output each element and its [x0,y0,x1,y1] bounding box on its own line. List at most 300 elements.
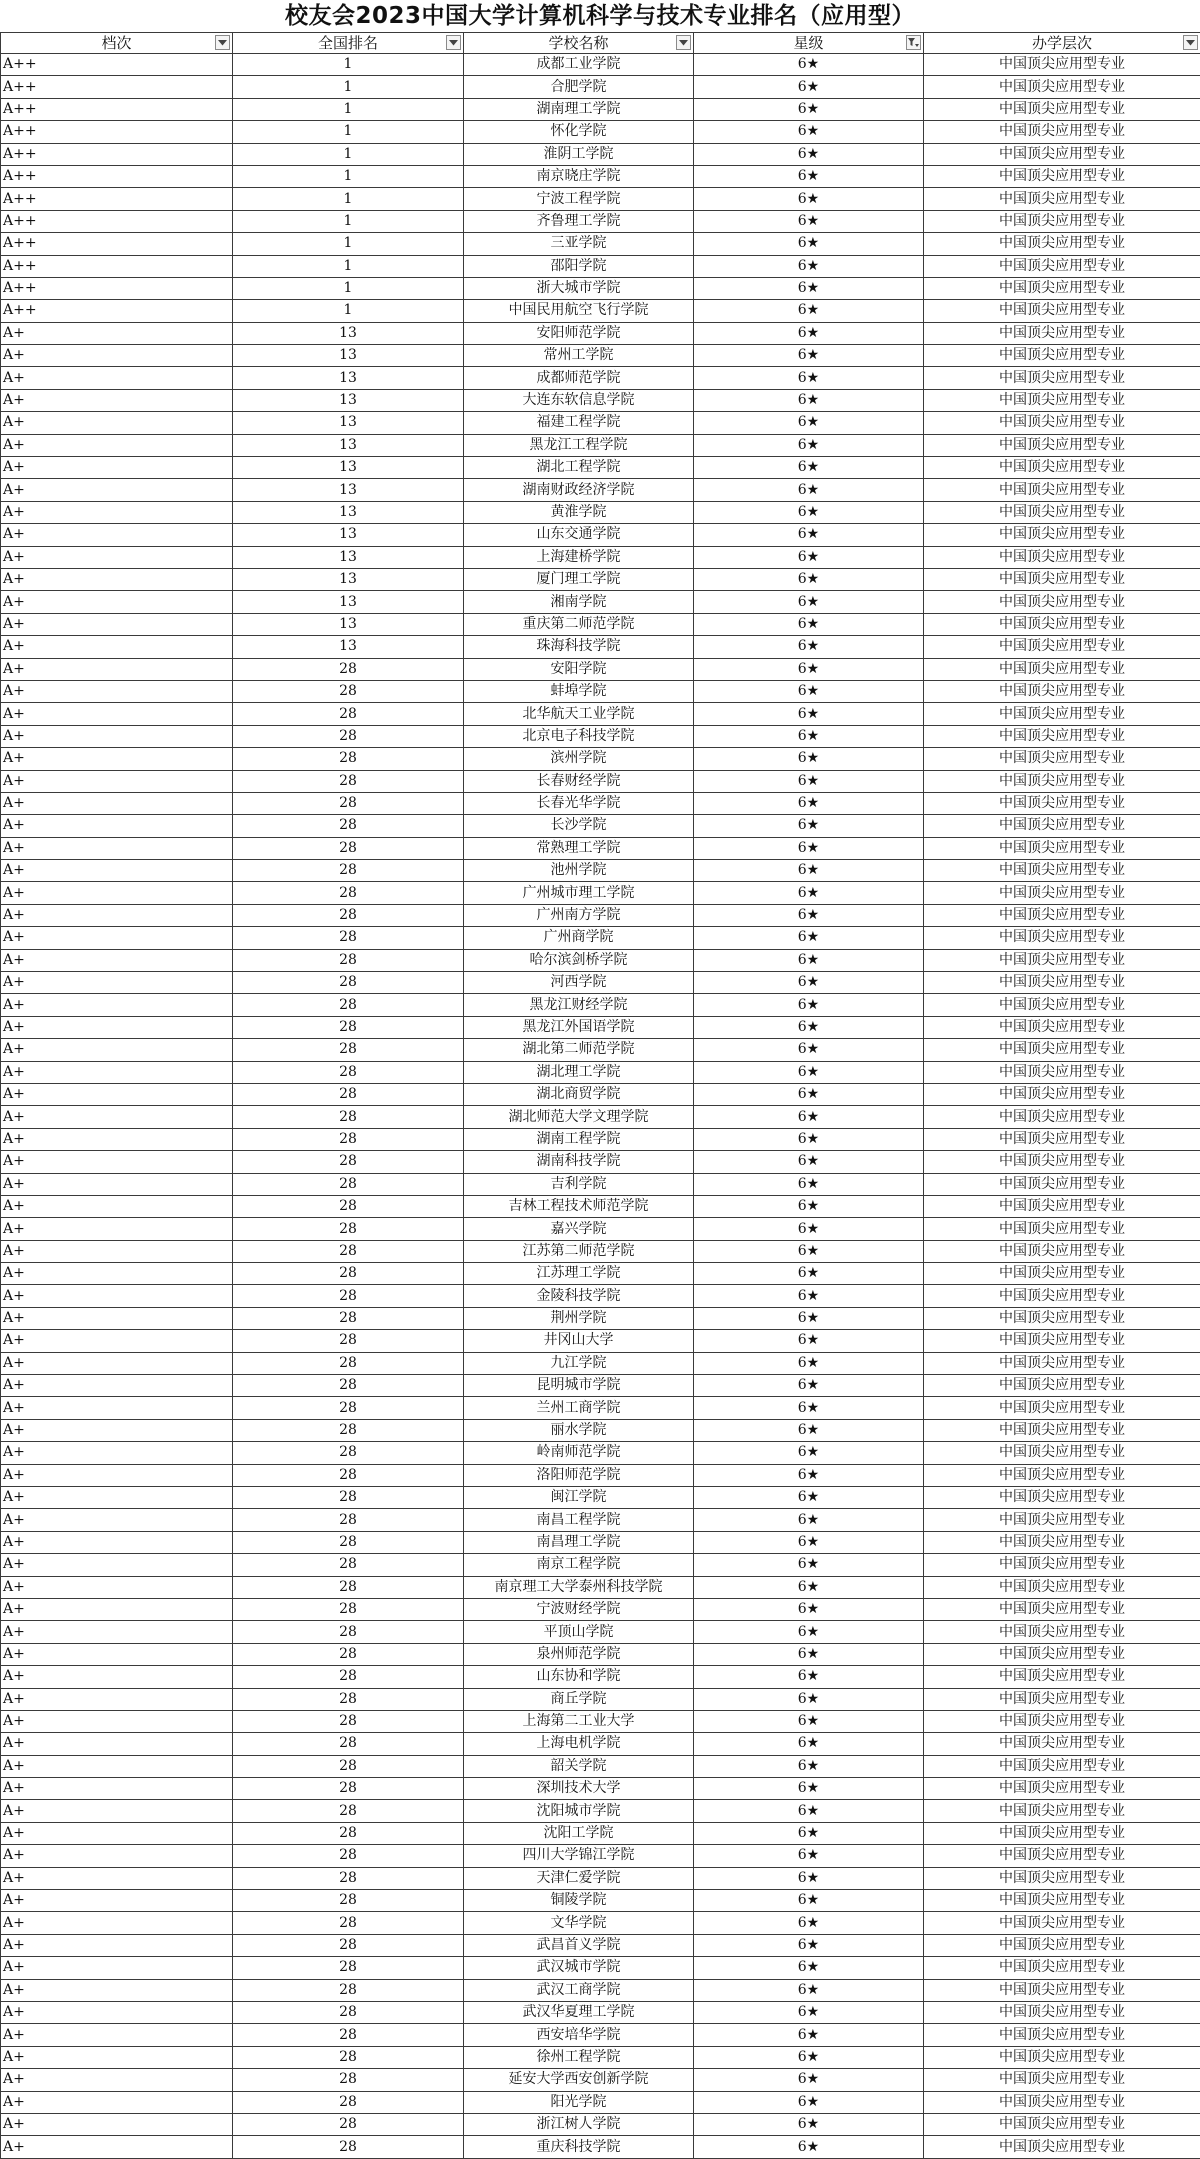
school-name-cell[interactable]: 常熟理工学院 [464,837,694,859]
national-rank-cell[interactable]: 28 [233,1487,464,1509]
school-level-cell[interactable]: 中国顶尖应用型专业 [924,233,1200,255]
tier-cell[interactable]: A+ [1,1016,233,1038]
school-name-cell[interactable]: 南京晓庄学院 [464,165,694,187]
national-rank-cell[interactable]: 28 [233,1195,464,1217]
star-level-cell[interactable]: 6★ [694,2113,924,2135]
school-level-cell[interactable]: 中国顶尖应用型专业 [924,815,1200,837]
star-level-cell[interactable]: 6★ [694,972,924,994]
national-rank-cell[interactable]: 28 [233,1845,464,1867]
school-name-cell[interactable]: 大连东软信息学院 [464,389,694,411]
tier-cell[interactable]: A+ [1,882,233,904]
national-rank-cell[interactable]: 28 [233,994,464,1016]
school-name-cell[interactable]: 滨州学院 [464,748,694,770]
national-rank-cell[interactable]: 13 [233,524,464,546]
school-name-cell[interactable]: 沈阳工学院 [464,1822,694,1844]
school-level-cell[interactable]: 中国顶尖应用型专业 [924,1330,1200,1352]
national-rank-cell[interactable]: 28 [233,2024,464,2046]
school-name-cell[interactable]: 宁波财经学院 [464,1598,694,1620]
school-name-cell[interactable]: 厦门理工学院 [464,568,694,590]
dropdown-arrow-icon[interactable] [1183,35,1198,50]
star-level-cell[interactable]: 6★ [694,1778,924,1800]
school-level-cell[interactable]: 中国顶尖应用型专业 [924,949,1200,971]
national-rank-cell[interactable]: 28 [233,1464,464,1486]
star-level-cell[interactable]: 6★ [694,1263,924,1285]
school-name-cell[interactable]: 兰州工商学院 [464,1397,694,1419]
school-level-cell[interactable]: 中国顶尖应用型专业 [924,1643,1200,1665]
national-rank-cell[interactable]: 13 [233,457,464,479]
tier-cell[interactable]: A+ [1,591,233,613]
tier-cell[interactable]: A+ [1,1263,233,1285]
national-rank-cell[interactable]: 28 [233,2046,464,2068]
tier-cell[interactable]: A+ [1,1487,233,1509]
school-name-cell[interactable]: 广州商学院 [464,927,694,949]
star-level-cell[interactable]: 6★ [694,165,924,187]
tier-cell[interactable]: A+ [1,1643,233,1665]
school-name-cell[interactable]: 徐州工程学院 [464,2046,694,2068]
school-level-cell[interactable]: 中国顶尖应用型专业 [924,1576,1200,1598]
star-level-cell[interactable]: 6★ [694,1733,924,1755]
star-level-cell[interactable]: 6★ [694,143,924,165]
national-rank-cell[interactable]: 1 [233,54,464,76]
tier-cell[interactable]: A+ [1,345,233,367]
school-level-cell[interactable]: 中国顶尖应用型专业 [924,1710,1200,1732]
school-level-cell[interactable]: 中国顶尖应用型专业 [924,501,1200,523]
school-name-cell[interactable]: 洛阳师范学院 [464,1464,694,1486]
school-level-cell[interactable]: 中国顶尖应用型专业 [924,457,1200,479]
tier-cell[interactable]: A+ [1,1061,233,1083]
star-level-cell[interactable]: 6★ [694,1666,924,1688]
star-level-cell[interactable]: 6★ [694,1039,924,1061]
school-name-cell[interactable]: 浙大城市学院 [464,277,694,299]
school-level-cell[interactable]: 中国顶尖应用型专业 [924,1442,1200,1464]
star-level-cell[interactable]: 6★ [694,1375,924,1397]
tier-cell[interactable]: A+ [1,904,233,926]
national-rank-cell[interactable]: 28 [233,1733,464,1755]
tier-cell[interactable]: A+ [1,1442,233,1464]
tier-cell[interactable]: A+ [1,748,233,770]
tier-cell[interactable]: A++ [1,98,233,120]
school-level-cell[interactable]: 中国顶尖应用型专业 [924,904,1200,926]
school-level-cell[interactable]: 中国顶尖应用型专业 [924,703,1200,725]
school-level-cell[interactable]: 中国顶尖应用型专业 [924,1867,1200,1889]
school-name-cell[interactable]: 长春财经学院 [464,770,694,792]
school-name-cell[interactable]: 南京工程学院 [464,1554,694,1576]
star-level-cell[interactable]: 6★ [694,412,924,434]
star-level-cell[interactable]: 6★ [694,2136,924,2158]
school-level-cell[interactable]: 中国顶尖应用型专业 [924,1173,1200,1195]
national-rank-cell[interactable]: 28 [233,1509,464,1531]
tier-cell[interactable]: A+ [1,1598,233,1620]
school-level-cell[interactable]: 中国顶尖应用型专业 [924,1598,1200,1620]
tier-cell[interactable]: A+ [1,2046,233,2068]
tier-cell[interactable]: A++ [1,210,233,232]
star-level-cell[interactable]: 6★ [694,1083,924,1105]
star-level-cell[interactable]: 6★ [694,1554,924,1576]
tier-cell[interactable]: A+ [1,389,233,411]
national-rank-cell[interactable]: 28 [233,1822,464,1844]
star-level-cell[interactable]: 6★ [694,2069,924,2091]
national-rank-cell[interactable]: 28 [233,1576,464,1598]
school-name-cell[interactable]: 北华航天工业学院 [464,703,694,725]
school-name-cell[interactable]: 铜陵学院 [464,1890,694,1912]
star-level-cell[interactable]: 6★ [694,255,924,277]
school-name-cell[interactable]: 丽水学院 [464,1419,694,1441]
school-name-cell[interactable]: 山东交通学院 [464,524,694,546]
national-rank-cell[interactable]: 28 [233,2069,464,2091]
school-name-cell[interactable]: 珠海科技学院 [464,636,694,658]
tier-cell[interactable]: A+ [1,2069,233,2091]
school-level-cell[interactable]: 中国顶尖应用型专业 [924,2001,1200,2023]
national-rank-cell[interactable]: 28 [233,1531,464,1553]
national-rank-cell[interactable]: 28 [233,1151,464,1173]
school-level-cell[interactable]: 中国顶尖应用型专业 [924,680,1200,702]
tier-cell[interactable]: A+ [1,1083,233,1105]
star-level-cell[interactable]: 6★ [694,725,924,747]
tier-cell[interactable]: A+ [1,1151,233,1173]
school-level-cell[interactable]: 中国顶尖应用型专业 [924,1128,1200,1150]
tier-cell[interactable]: A+ [1,1890,233,1912]
school-name-cell[interactable]: 中国民用航空飞行学院 [464,300,694,322]
tier-cell[interactable]: A+ [1,1375,233,1397]
star-level-cell[interactable]: 6★ [694,1285,924,1307]
tier-cell[interactable]: A+ [1,860,233,882]
tier-cell[interactable]: A+ [1,949,233,971]
school-level-cell[interactable]: 中国顶尖应用型专业 [924,1957,1200,1979]
school-level-cell[interactable]: 中国顶尖应用型专业 [924,412,1200,434]
national-rank-cell[interactable]: 28 [233,1710,464,1732]
tier-cell[interactable]: A+ [1,457,233,479]
school-name-cell[interactable]: 南昌工程学院 [464,1509,694,1531]
school-level-cell[interactable]: 中国顶尖应用型专业 [924,860,1200,882]
school-name-cell[interactable]: 平顶山学院 [464,1621,694,1643]
tier-cell[interactable]: A+ [1,1554,233,1576]
school-level-cell[interactable]: 中国顶尖应用型专业 [924,2024,1200,2046]
tier-cell[interactable]: A+ [1,568,233,590]
tier-cell[interactable]: A+ [1,1755,233,1777]
star-level-cell[interactable]: 6★ [694,949,924,971]
national-rank-cell[interactable]: 28 [233,1218,464,1240]
school-name-cell[interactable]: 荆州学院 [464,1307,694,1329]
school-level-cell[interactable]: 中国顶尖应用型专业 [924,345,1200,367]
school-name-cell[interactable]: 江苏理工学院 [464,1263,694,1285]
school-name-cell[interactable]: 重庆科技学院 [464,2136,694,2158]
national-rank-cell[interactable]: 1 [233,300,464,322]
star-level-cell[interactable]: 6★ [694,1531,924,1553]
school-level-cell[interactable]: 中国顶尖应用型专业 [924,1845,1200,1867]
school-name-cell[interactable]: 黄淮学院 [464,501,694,523]
school-name-cell[interactable]: 浙江树人学院 [464,2113,694,2135]
school-name-cell[interactable]: 天津仁爱学院 [464,1867,694,1889]
national-rank-cell[interactable]: 28 [233,658,464,680]
school-level-cell[interactable]: 中国顶尖应用型专业 [924,748,1200,770]
school-level-cell[interactable]: 中国顶尖应用型专业 [924,1755,1200,1777]
school-level-cell[interactable]: 中国顶尖应用型专业 [924,1890,1200,1912]
star-level-cell[interactable]: 6★ [694,2046,924,2068]
star-level-cell[interactable]: 6★ [694,1912,924,1934]
national-rank-cell[interactable]: 13 [233,568,464,590]
national-rank-cell[interactable]: 28 [233,1061,464,1083]
star-level-cell[interactable]: 6★ [694,54,924,76]
tier-cell[interactable]: A++ [1,121,233,143]
star-level-cell[interactable]: 6★ [694,904,924,926]
school-level-cell[interactable]: 中国顶尖应用型专业 [924,2113,1200,2135]
school-level-cell[interactable]: 中国顶尖应用型专业 [924,1509,1200,1531]
school-name-cell[interactable]: 湖北理工学院 [464,1061,694,1083]
school-level-cell[interactable]: 中国顶尖应用型专业 [924,389,1200,411]
school-level-cell[interactable]: 中国顶尖应用型专业 [924,434,1200,456]
national-rank-cell[interactable]: 28 [233,725,464,747]
school-name-cell[interactable]: 湖南财政经济学院 [464,479,694,501]
star-level-cell[interactable]: 6★ [694,1061,924,1083]
national-rank-cell[interactable]: 13 [233,322,464,344]
school-level-cell[interactable]: 中国顶尖应用型专业 [924,255,1200,277]
school-name-cell[interactable]: 重庆第二师范学院 [464,613,694,635]
star-level-cell[interactable]: 6★ [694,210,924,232]
school-name-cell[interactable]: 黑龙江外国语学院 [464,1016,694,1038]
school-level-cell[interactable]: 中国顶尖应用型专业 [924,792,1200,814]
star-level-cell[interactable]: 6★ [694,1979,924,2001]
tier-cell[interactable]: A+ [1,1710,233,1732]
national-rank-cell[interactable]: 28 [233,1890,464,1912]
school-level-cell[interactable]: 中国顶尖应用型专业 [924,882,1200,904]
tier-cell[interactable]: A+ [1,994,233,1016]
school-level-cell[interactable]: 中国顶尖应用型专业 [924,546,1200,568]
tier-cell[interactable]: A+ [1,927,233,949]
school-name-cell[interactable]: 井冈山大学 [464,1330,694,1352]
national-rank-cell[interactable]: 28 [233,1263,464,1285]
star-level-cell[interactable]: 6★ [694,1800,924,1822]
national-rank-cell[interactable]: 28 [233,837,464,859]
national-rank-cell[interactable]: 28 [233,1352,464,1374]
tier-cell[interactable]: A+ [1,1173,233,1195]
school-name-cell[interactable]: 广州城市理工学院 [464,882,694,904]
school-name-cell[interactable]: 金陵科技学院 [464,1285,694,1307]
national-rank-cell[interactable]: 28 [233,2136,464,2158]
school-level-cell[interactable]: 中国顶尖应用型专业 [924,613,1200,635]
school-level-cell[interactable]: 中国顶尖应用型专业 [924,636,1200,658]
school-level-cell[interactable]: 中国顶尖应用型专业 [924,1419,1200,1441]
star-level-cell[interactable]: 6★ [694,277,924,299]
tier-cell[interactable]: A+ [1,770,233,792]
school-name-cell[interactable]: 沈阳城市学院 [464,1800,694,1822]
school-name-cell[interactable]: 黑龙江财经学院 [464,994,694,1016]
school-level-cell[interactable]: 中国顶尖应用型专业 [924,143,1200,165]
national-rank-cell[interactable]: 28 [233,1173,464,1195]
school-name-cell[interactable]: 湖北工程学院 [464,457,694,479]
star-level-cell[interactable]: 6★ [694,1419,924,1441]
school-level-cell[interactable]: 中国顶尖应用型专业 [924,54,1200,76]
tier-cell[interactable]: A+ [1,1352,233,1374]
tier-cell[interactable]: A+ [1,1688,233,1710]
national-rank-cell[interactable]: 28 [233,1039,464,1061]
national-rank-cell[interactable]: 28 [233,860,464,882]
star-level-cell[interactable]: 6★ [694,792,924,814]
school-level-cell[interactable]: 中国顶尖应用型专业 [924,2046,1200,2068]
star-level-cell[interactable]: 6★ [694,1867,924,1889]
star-level-cell[interactable]: 6★ [694,1822,924,1844]
school-level-cell[interactable]: 中国顶尖应用型专业 [924,1375,1200,1397]
school-name-cell[interactable]: 商丘学院 [464,1688,694,1710]
tier-cell[interactable]: A+ [1,815,233,837]
school-level-cell[interactable]: 中国顶尖应用型专业 [924,1934,1200,1956]
school-name-cell[interactable]: 福建工程学院 [464,412,694,434]
school-name-cell[interactable]: 常州工学院 [464,345,694,367]
national-rank-cell[interactable]: 13 [233,591,464,613]
star-level-cell[interactable]: 6★ [694,1173,924,1195]
tier-cell[interactable]: A+ [1,1531,233,1553]
national-rank-cell[interactable]: 1 [233,255,464,277]
tier-cell[interactable]: A+ [1,1957,233,1979]
star-level-cell[interactable]: 6★ [694,1688,924,1710]
national-rank-cell[interactable]: 1 [233,188,464,210]
star-level-cell[interactable]: 6★ [694,1890,924,1912]
school-name-cell[interactable]: 武汉城市学院 [464,1957,694,1979]
star-level-cell[interactable]: 6★ [694,1643,924,1665]
national-rank-cell[interactable]: 28 [233,1598,464,1620]
school-name-cell[interactable]: 江苏第二师范学院 [464,1240,694,1262]
star-level-cell[interactable]: 6★ [694,1352,924,1374]
school-name-cell[interactable]: 成都师范学院 [464,367,694,389]
star-level-cell[interactable]: 6★ [694,815,924,837]
school-level-cell[interactable]: 中国顶尖应用型专业 [924,524,1200,546]
star-level-cell[interactable]: 6★ [694,860,924,882]
school-level-cell[interactable]: 中国顶尖应用型专业 [924,1083,1200,1105]
school-level-cell[interactable]: 中国顶尖应用型专业 [924,76,1200,98]
tier-cell[interactable]: A+ [1,1419,233,1441]
school-name-cell[interactable]: 三亚学院 [464,233,694,255]
national-rank-cell[interactable]: 1 [233,277,464,299]
school-name-cell[interactable]: 韶关学院 [464,1755,694,1777]
national-rank-cell[interactable]: 28 [233,1554,464,1576]
school-level-cell[interactable]: 中国顶尖应用型专业 [924,1822,1200,1844]
national-rank-cell[interactable]: 13 [233,367,464,389]
national-rank-cell[interactable]: 28 [233,748,464,770]
star-level-cell[interactable]: 6★ [694,658,924,680]
tier-cell[interactable]: A++ [1,188,233,210]
school-name-cell[interactable]: 安阳学院 [464,658,694,680]
school-name-cell[interactable]: 吉利学院 [464,1173,694,1195]
school-name-cell[interactable]: 广州南方学院 [464,904,694,926]
star-level-cell[interactable]: 6★ [694,591,924,613]
national-rank-cell[interactable]: 28 [233,2091,464,2113]
school-name-cell[interactable]: 池州学院 [464,860,694,882]
national-rank-cell[interactable]: 28 [233,1375,464,1397]
national-rank-cell[interactable]: 1 [233,165,464,187]
dropdown-arrow-icon[interactable] [676,35,691,50]
school-level-cell[interactable]: 中国顶尖应用型专业 [924,1106,1200,1128]
school-level-cell[interactable]: 中国顶尖应用型专业 [924,479,1200,501]
star-level-cell[interactable]: 6★ [694,1330,924,1352]
school-level-cell[interactable]: 中国顶尖应用型专业 [924,725,1200,747]
tier-cell[interactable]: A+ [1,1195,233,1217]
national-rank-cell[interactable]: 28 [233,815,464,837]
school-level-cell[interactable]: 中国顶尖应用型专业 [924,1464,1200,1486]
national-rank-cell[interactable]: 13 [233,434,464,456]
school-level-cell[interactable]: 中国顶尖应用型专业 [924,972,1200,994]
tier-cell[interactable]: A+ [1,1240,233,1262]
star-level-cell[interactable]: 6★ [694,1576,924,1598]
school-name-cell[interactable]: 长春光华学院 [464,792,694,814]
star-level-cell[interactable]: 6★ [694,121,924,143]
tier-cell[interactable]: A+ [1,2136,233,2158]
school-name-cell[interactable]: 怀化学院 [464,121,694,143]
tier-cell[interactable]: A+ [1,1128,233,1150]
star-level-cell[interactable]: 6★ [694,1509,924,1531]
national-rank-cell[interactable]: 28 [233,904,464,926]
tier-cell[interactable]: A+ [1,367,233,389]
star-level-cell[interactable]: 6★ [694,1218,924,1240]
star-level-cell[interactable]: 6★ [694,1464,924,1486]
tier-cell[interactable]: A+ [1,479,233,501]
school-level-cell[interactable]: 中国顶尖应用型专业 [924,1979,1200,2001]
national-rank-cell[interactable]: 28 [233,1285,464,1307]
school-name-cell[interactable]: 宁波工程学院 [464,188,694,210]
star-level-cell[interactable]: 6★ [694,1397,924,1419]
school-level-cell[interactable]: 中国顶尖应用型专业 [924,1016,1200,1038]
school-level-cell[interactable]: 中国顶尖应用型专业 [924,1151,1200,1173]
school-name-cell[interactable]: 闽江学院 [464,1487,694,1509]
national-rank-cell[interactable]: 28 [233,680,464,702]
star-level-cell[interactable]: 6★ [694,300,924,322]
school-name-cell[interactable]: 岭南师范学院 [464,1442,694,1464]
tier-cell[interactable]: A++ [1,255,233,277]
star-level-cell[interactable]: 6★ [694,367,924,389]
tier-cell[interactable]: A++ [1,233,233,255]
national-rank-cell[interactable]: 28 [233,1867,464,1889]
tier-cell[interactable]: A+ [1,1464,233,1486]
star-level-cell[interactable]: 6★ [694,345,924,367]
school-name-cell[interactable]: 湘南学院 [464,591,694,613]
school-level-cell[interactable]: 中国顶尖应用型专业 [924,322,1200,344]
national-rank-cell[interactable]: 1 [233,143,464,165]
star-level-cell[interactable]: 6★ [694,1016,924,1038]
school-name-cell[interactable]: 哈尔滨剑桥学院 [464,949,694,971]
school-name-cell[interactable]: 西安培华学院 [464,2024,694,2046]
star-level-cell[interactable]: 6★ [694,1151,924,1173]
star-level-cell[interactable]: 6★ [694,1195,924,1217]
star-level-cell[interactable]: 6★ [694,2001,924,2023]
star-level-cell[interactable]: 6★ [694,457,924,479]
star-level-cell[interactable]: 6★ [694,76,924,98]
star-level-cell[interactable]: 6★ [694,994,924,1016]
school-name-cell[interactable]: 山东协和学院 [464,1666,694,1688]
school-name-cell[interactable]: 文华学院 [464,1912,694,1934]
national-rank-cell[interactable]: 1 [233,121,464,143]
tier-cell[interactable]: A++ [1,277,233,299]
tier-cell[interactable]: A+ [1,792,233,814]
star-level-cell[interactable]: 6★ [694,1442,924,1464]
national-rank-cell[interactable]: 28 [233,1912,464,1934]
star-level-cell[interactable]: 6★ [694,837,924,859]
school-name-cell[interactable]: 武汉工商学院 [464,1979,694,2001]
tier-cell[interactable]: A+ [1,412,233,434]
tier-cell[interactable]: A+ [1,1397,233,1419]
star-level-cell[interactable]: 6★ [694,546,924,568]
school-name-cell[interactable]: 安阳师范学院 [464,322,694,344]
tier-cell[interactable]: A++ [1,54,233,76]
tier-cell[interactable]: A++ [1,143,233,165]
national-rank-cell[interactable]: 28 [233,2113,464,2135]
star-level-cell[interactable]: 6★ [694,1106,924,1128]
school-level-cell[interactable]: 中国顶尖应用型专业 [924,1688,1200,1710]
national-rank-cell[interactable]: 28 [233,1979,464,2001]
tier-cell[interactable]: A+ [1,1285,233,1307]
school-level-cell[interactable]: 中国顶尖应用型专业 [924,1285,1200,1307]
star-level-cell[interactable]: 6★ [694,479,924,501]
tier-cell[interactable]: A+ [1,703,233,725]
tier-cell[interactable]: A++ [1,300,233,322]
national-rank-cell[interactable]: 28 [233,927,464,949]
